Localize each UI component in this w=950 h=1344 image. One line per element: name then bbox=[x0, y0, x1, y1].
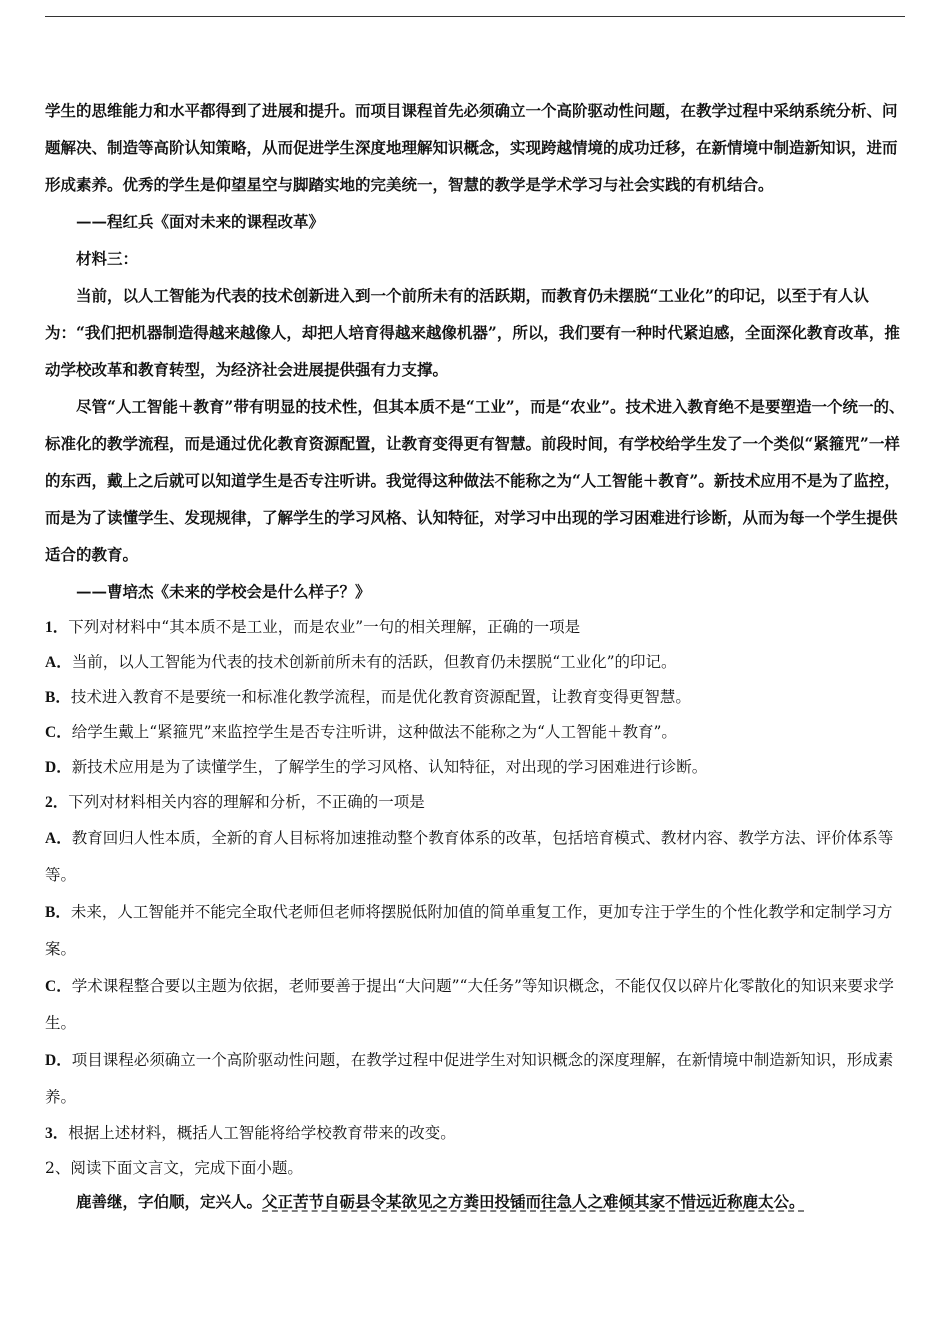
material-three-paragraph-2: 尽管“人工智能＋教育”带有明显的技术性，但其本质不是“工业”，而是“农业”。技术进入教育绝不是要塑造一个统一的、标准化的教学流程，而是通过优化教育资源配置，让教育变得更有智慧。前段时间，有学校给学生发了一个类似“紧箍咒”一样的东西，戴上之后就可以知道学生是否专注听讲。我觉得这种做法不能称之为“人工智能＋教育”。新技术应用不是为了监控，而是为了读懂学生、发现规律，了解学生的学习风格、认知特征，对学习中出现的学习困难进行诊断，从而为每一个学生提供适合的教育。 bbox=[45, 397, 905, 564]
material-two-source: ——程红兵《面对未来的课程改革》 bbox=[76, 212, 325, 231]
classical-punctuation-task: 父正苦节自砺县令某欲见之方粪田投锸而往急人之难倾其家不惜远近称鹿太公。 bbox=[262, 1192, 805, 1211]
question-2-option-c: C．学术课程整合要以主题为依据，老师要善于提出“大问题”“大任务”等知识概念，不能仅仅以碎片化零散化的知识来要求学生。 bbox=[45, 977, 894, 1032]
question-2-option-d: D．项目课程必须确立一个高阶驱动性问题，在教学过程中促进学生对知识概念的深度理解，在新情境中制造新知识，形成素养。 bbox=[45, 1051, 894, 1106]
question-1-stem: 1．下列对材料中“其本质不是工业，而是农业”一句的相关理解，正确的一项是 bbox=[45, 618, 581, 636]
question-1-option-c: C．给学生戴上“紧箍咒”来监控学生是否专注听讲，这种做法不能称之为“人工智能＋教育”。 bbox=[45, 723, 677, 741]
material-three-paragraph-1: 当前，以人工智能为代表的技术创新进入到一个前所未有的活跃期，而教育仍未摆脱“工业化”的印记，以至于有人认为：“我们把机器制造得越来越像人，却把人培育得越来越像机器”，所以，我们要有一种时代紧迫感，全面深化教育改革，推动学校改革和教育转型，为经济社会进展提供强有力支撑。 bbox=[45, 286, 900, 379]
material-two-tail: 学生的思维能力和水平都得到了进展和提升。而项目课程首先必须确立一个高阶驱动性问题，在教学过程中采纳系统分析、问题解决、制造等高阶认知策略，从而促进学生深度地理解知识概念，实现跨越情境的成功迁移，在新情境中制造新知识，进而形成素养。优秀的学生是仰望星空与脚踏实地的完美统一，智慧的教学是学术学习与社会实践的有机结合。 bbox=[45, 101, 898, 194]
question-2-option-a: A．教育回归人性本质，全新的育人目标将加速推动整个教育体系的改革，包括培育模式、教材内容、教学方法、评价体系等等。 bbox=[45, 829, 894, 884]
document-body bbox=[45, 92, 905, 1219]
question-list bbox=[45, 610, 905, 1185]
reading-materials bbox=[45, 92, 905, 610]
header-rule bbox=[45, 16, 905, 17]
section-two-heading: 2、阅读下面文言文，完成下面小题。 bbox=[45, 1159, 303, 1177]
material-three-source: ——曹培杰《未来的学校会是什么样子？》 bbox=[76, 582, 371, 601]
question-1-option-a: A．当前，以人工智能为代表的技术创新前所未有的活跃，但教育仍未摆脱“工业化”的印记。 bbox=[45, 653, 677, 671]
question-2-option-b: B．未来，人工智能并不能完全取代老师但老师将摆脱低附加值的简单重复工作，更加专注于学生的个性化教学和定制学习方案。 bbox=[45, 903, 893, 958]
question-1-option-b: B．技术进入教育不是要统一和标准化教学流程，而是优化教育资源配置，让教育变得更智慧。 bbox=[45, 688, 691, 706]
question-2-stem: 2．下列对材料相关内容的理解和分析，不正确的一项是 bbox=[45, 793, 425, 811]
question-3-stem: 3．根据上述材料，概括人工智能将给学校教育带来的改变。 bbox=[45, 1124, 456, 1142]
classical-passage bbox=[45, 1185, 905, 1219]
question-1-option-d: D．新技术应用是为了读懂学生，了解学生的学习风格、认知特征，对出现的学习困难进行诊断。 bbox=[45, 758, 708, 776]
classical-intro: 鹿善继，字伯顺，定兴人。 bbox=[76, 1192, 263, 1211]
material-three-title: 材料三： bbox=[76, 249, 139, 268]
